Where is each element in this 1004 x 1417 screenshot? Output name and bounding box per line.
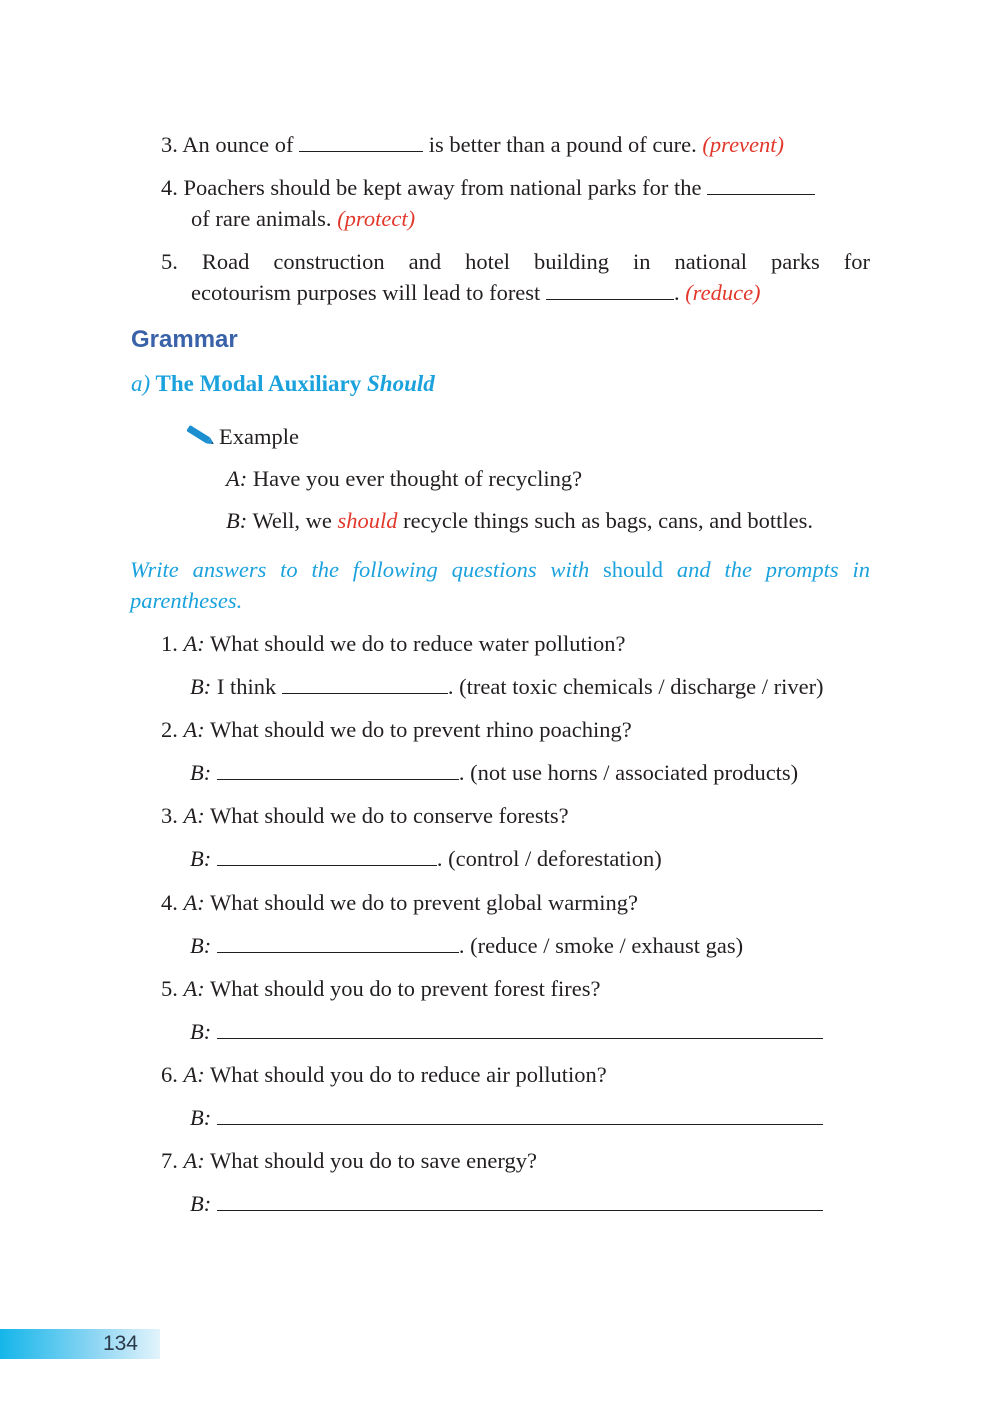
question-number: 2. (161, 717, 178, 742)
item-number: 3. (161, 132, 178, 157)
answer-blank[interactable] (217, 1020, 823, 1039)
answer-blank[interactable] (217, 1106, 823, 1125)
example-sentence: recycle things such as bags, cans, and bottles. (403, 508, 814, 533)
question-text: What should you do to prevent forest fires? (209, 976, 601, 1001)
speaker-label: A: (183, 1148, 205, 1173)
page-number: 134 (102, 1332, 138, 1355)
word-prompt: (reduce) (685, 280, 761, 305)
question-number: 1. (161, 631, 178, 656)
word-prompt: (prevent) (702, 132, 785, 157)
speaker-label: A: (183, 631, 205, 656)
answer-blank[interactable] (217, 934, 459, 953)
question-number: 4. (161, 890, 178, 915)
item-number: 5. (161, 249, 178, 274)
item-text: ecotourism purposes will lead to forest (191, 280, 541, 305)
speaker-label: A: (183, 890, 205, 915)
answer-blank[interactable] (217, 847, 437, 866)
question-text: What should we do to reduce water pollution? (209, 631, 626, 656)
speaker-label: B: (226, 508, 248, 533)
question-number: 5. (161, 976, 178, 1001)
prompt-text: (not use horns / associated products) (470, 760, 799, 785)
speaker-label: B: (190, 1191, 212, 1216)
example-sentence: Have you ever thought of recycling? (252, 466, 583, 491)
question-text: What should you do to save energy? (209, 1148, 537, 1173)
question-2 (161, 717, 632, 743)
question-number: 7. (161, 1148, 178, 1173)
page-number-bar (0, 1329, 160, 1359)
example-line-b (226, 508, 813, 534)
speaker-label: A: (183, 1062, 205, 1087)
vocab-item-5 (161, 249, 870, 275)
vocab-item-3 (161, 132, 784, 158)
subsection-title-italic: Should (367, 371, 435, 396)
speaker-label: B: (190, 674, 212, 699)
question-number: 6. (161, 1062, 178, 1087)
question-3 (161, 803, 569, 829)
speaker-label: A: (226, 466, 248, 491)
question-7 (161, 1148, 537, 1174)
item-number: 4. (161, 175, 178, 200)
example-label (185, 424, 299, 450)
item-text: Poachers should be kept away from national parks for the (183, 175, 702, 200)
item-text: of rare animals. (191, 206, 332, 231)
speaker-label: B: (190, 933, 212, 958)
instruction-text: and the prompts in parentheses. (130, 557, 871, 613)
answer-5 (190, 1019, 823, 1045)
speaker-label: B: (190, 846, 212, 871)
answer-6 (190, 1105, 823, 1131)
instruction-text: Write answers to the following questions with (130, 557, 590, 582)
speaker-label: B: (190, 760, 212, 785)
section-title: Grammar (131, 326, 238, 353)
prompt-text: (reduce / smoke / exhaust gas) (470, 933, 744, 958)
answer-2: B: . (not use horns / associated products) (190, 760, 799, 785)
vocab-item-4-cont (191, 206, 415, 232)
example-text: Example (219, 424, 299, 449)
question-4 (161, 890, 638, 916)
answer-7 (190, 1191, 823, 1217)
word-prompt: (protect) (337, 206, 416, 231)
answer-blank[interactable] (707, 176, 815, 195)
instructions (130, 554, 870, 616)
example-line-a (226, 466, 582, 492)
vocab-item-5-cont: ecotourism purposes will lead to forest . (reduce) (191, 280, 761, 305)
speaker-label: B: (190, 1019, 212, 1044)
answer-blank[interactable] (217, 1192, 823, 1211)
question-number: 3. (161, 803, 178, 828)
question-6 (161, 1062, 607, 1088)
example-sentence: Well, we (252, 508, 332, 533)
vocab-item-4 (161, 175, 815, 201)
subsection-marker: a) (131, 371, 151, 396)
instruction-keyword: should (603, 557, 664, 582)
question-1 (161, 631, 625, 657)
answer-blank[interactable] (299, 133, 423, 152)
speaker-label: B: (190, 1105, 212, 1130)
item-text: An ounce of (182, 132, 294, 157)
subsection-title-text: The Modal Auxiliary (155, 371, 362, 396)
question-text: What should we do to conserve forests? (209, 803, 569, 828)
answer-blank[interactable] (217, 761, 459, 780)
question-text: What should you do to reduce air pollution? (209, 1062, 607, 1087)
highlighted-word: should (337, 508, 398, 533)
question-5 (161, 976, 601, 1002)
pencil-icon (185, 424, 219, 448)
item-text: is better than a pound of cure. (428, 132, 697, 157)
answer-4: B: . (reduce / smoke / exhaust gas) (190, 933, 744, 958)
question-text: What should we do to prevent global warming? (209, 890, 638, 915)
prompt-text: (treat toxic chemicals / discharge / river) (459, 674, 824, 699)
prompt-text: (control / deforestation) (448, 846, 662, 871)
item-text: Road construction and hotel building in national parks for (201, 249, 870, 274)
answer-blank[interactable] (546, 281, 674, 300)
answer-blank[interactable] (282, 675, 448, 694)
answer-prefix: I think (216, 674, 277, 699)
speaker-label: A: (183, 803, 205, 828)
answer-3: B: . (control / deforestation) (190, 846, 662, 871)
question-text: What should we do to prevent rhino poaching? (209, 717, 632, 742)
speaker-label: A: (183, 717, 205, 742)
answer-1: B: I think . (treat toxic chemicals / discharge / river) (190, 674, 824, 699)
subsection-title (131, 371, 435, 397)
speaker-label: A: (183, 976, 205, 1001)
